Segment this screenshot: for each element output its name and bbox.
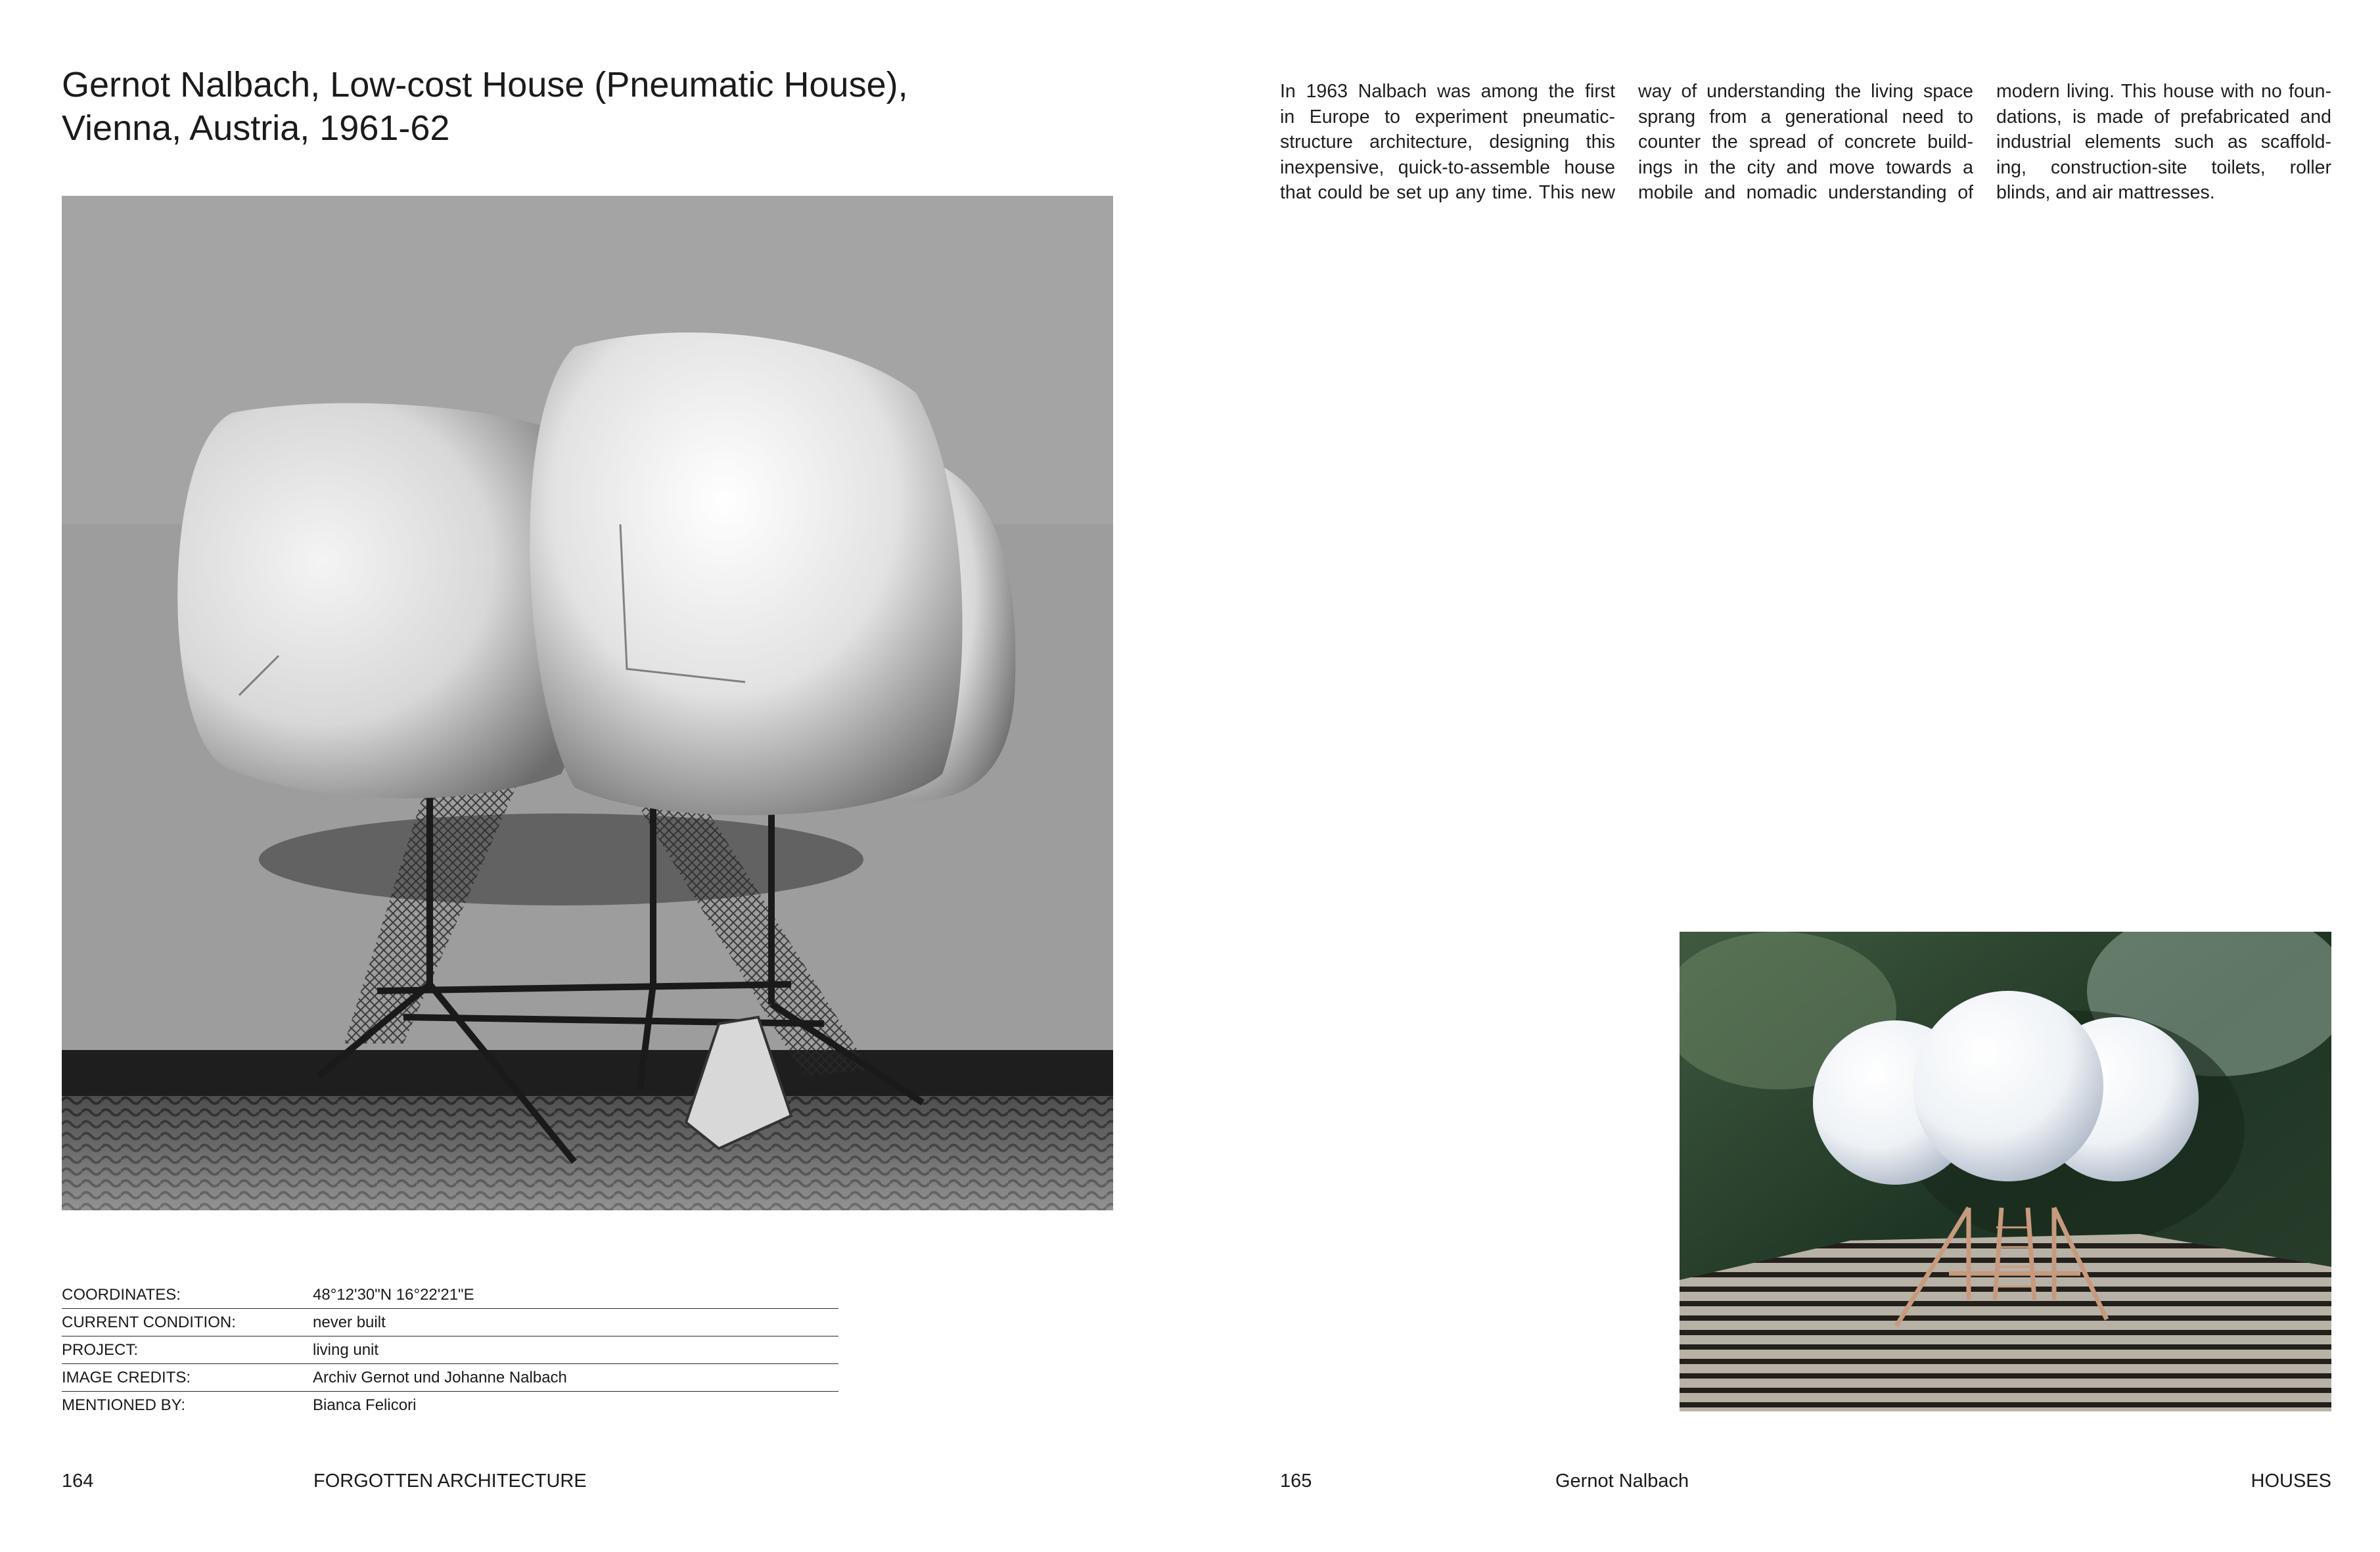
info-label: MENTIONED BY: — [62, 1392, 313, 1419]
text-line: ing, construction-site toilets, roller — [1996, 156, 2331, 178]
body-text-column-1 — [1280, 79, 1615, 206]
text-line: way of understanding the living space — [1638, 81, 1973, 102]
text-line: inexpensive, quick-to-assemble house — [1280, 156, 1615, 178]
running-head-left: FORGOTTEN ARCHITECTURE — [313, 1471, 587, 1492]
page-title — [62, 63, 1087, 150]
text-line: In 1963 Nalbach was among the first — [1280, 81, 1615, 102]
color-photo-pneumatic-house-model — [1680, 932, 2331, 1411]
text-line: ings in the city and move towards a — [1638, 156, 1973, 178]
info-label: COORDINATES: — [62, 1285, 181, 1304]
text-line: structure architecture, designing this — [1280, 131, 1615, 152]
text-line: modern living. This house with no foun- — [1996, 81, 2331, 102]
info-label: IMAGE CREDITS: — [62, 1364, 313, 1392]
page-number-right: 165 — [1280, 1471, 1312, 1492]
running-head-right: HOUSES — [2251, 1471, 2331, 1492]
info-value: Bianca Felicori — [313, 1392, 838, 1419]
info-row-image-credits — [62, 1364, 838, 1392]
text-line: dations, is made of prefabricated and — [1996, 106, 2331, 127]
body-text-column-2 — [1638, 79, 1973, 206]
body-text-column-3 — [1996, 79, 2331, 206]
info-value: living unit — [313, 1336, 838, 1364]
info-row-current-condition — [62, 1309, 838, 1336]
text-line: blinds, and air mattresses. — [1996, 182, 2215, 203]
text-line: mobile and nomadic understanding of — [1638, 182, 1973, 203]
info-label: CURRENT CONDITION: — [62, 1309, 313, 1336]
info-value: never built — [313, 1309, 838, 1336]
bw-photo-illustration — [62, 196, 1113, 1210]
text-line: industrial elements such as scaffold- — [1996, 131, 2331, 152]
text-line: sprang from a generational need to — [1638, 106, 1973, 127]
bw-photo-pneumatic-house-model — [62, 196, 1113, 1210]
info-row-mentioned-by — [62, 1392, 838, 1419]
running-head-center: Gernot Nalbach — [1555, 1471, 1689, 1492]
title-line-2: Vienna, Austria, 1961-62 — [62, 108, 450, 148]
page-number-left: 164 — [62, 1471, 94, 1492]
project-info-table — [62, 1281, 838, 1419]
info-row-project — [62, 1336, 838, 1364]
text-line: counter the spread of concrete build- — [1638, 131, 1973, 152]
color-photo-illustration — [1680, 932, 2331, 1411]
text-line: that could be set up any time. This new — [1280, 182, 1615, 203]
info-value: 48°12'30"N 16°22'21"E — [313, 1285, 474, 1304]
title-line-1: Gernot Nalbach, Low-cost House (Pneumatic House), — [62, 65, 908, 104]
text-line: in Europe to experiment pneumatic- — [1280, 106, 1615, 127]
info-label: PROJECT: — [62, 1336, 313, 1364]
info-value: Archiv Gernot und Johanne Nalbach — [313, 1364, 838, 1392]
info-row-coordinates — [62, 1281, 838, 1309]
